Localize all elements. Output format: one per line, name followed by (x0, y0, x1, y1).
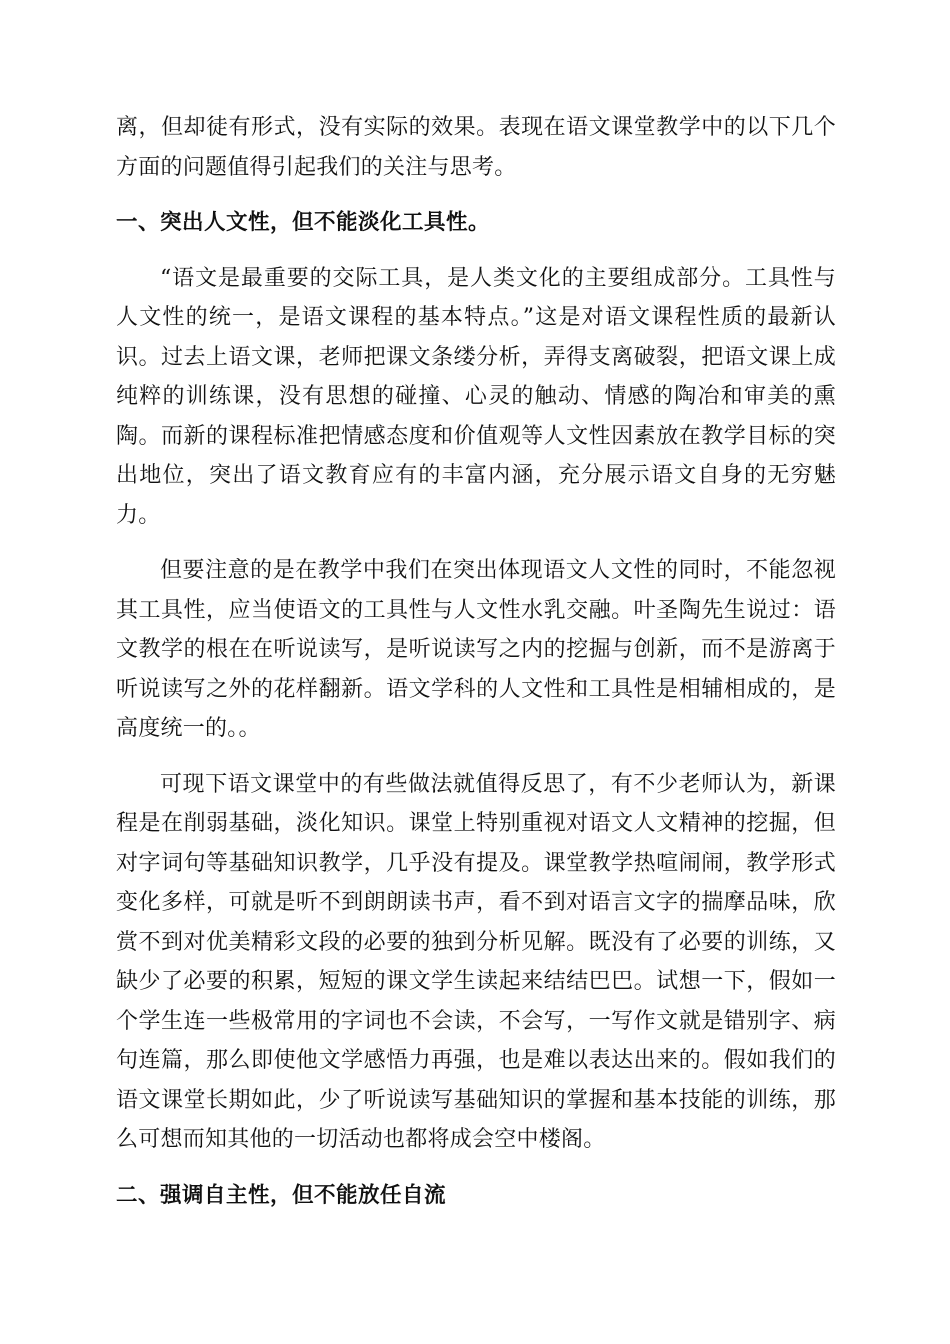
intro-paragraph: 离，但却徒有形式，没有实际的效果。表现在语文课堂教学中的以下几个方面的问题值得引起我们的关注与思考。 (116, 115, 836, 180)
section-heading-1: 一、突出人文性，但不能淡化工具性。 (116, 210, 491, 235)
body-paragraph-1: “语文是最重要的交际工具，是人类文化的主要组成部分。工具性与人文性的统一，是语文课程的基本特点。”这是对语文课程性质的最新认识。过去上语文课，老师把课文条缕分析，弄得支离破裂，把语文课上成纯粹的训练课，没有思想的碰撞、心灵的触动、情感的陶冶和审美的熏陶。而新的课程标准把情感态度和价值观等人文性因素放在教学目标的突出地位，突出了语文教育应有的丰富内涵，充分展示语文自身的无穷魅力。 (116, 265, 836, 528)
body-paragraph-2: 但要注意的是在教学中我们在突出体现语文人文性的同时，不能忽视其工具性，应当使语文的工具性与人文性水乳交融。叶圣陶先生说过：语文教学的根在在听说读写，是听说读写之内的挖掘与创新，而不是游离于听说读写之外的花样翻新。语文学科的人文性和工具性是相辅相成的，是高度统一的。。 (116, 558, 836, 741)
body-paragraph-3: 可现下语文课堂中的有些做法就值得反思了，有不少老师认为，新课程是在削弱基础，淡化知识。课堂上特别重视对语文人文精神的挖掘，但对字词句等基础知识教学，几乎没有提及。课堂教学热喧闹闹，教学形式变化多样，可就是听不到朗朗读书声，看不到对语言文字的揣摩品味，欣赏不到对优美精彩文段的必要的独到分析见解。既没有了必要的训练，又缺少了必要的积累，短短的课文学生读起来结结巴巴。试想一下，假如一个学生连一些极常用的字词也不会读，不会写，一写作文就是错别字、病句连篇，那么即使他文学感悟力再强，也是难以表达出来的。假如我们的语文课堂长期如此，少了听说读写基础知识的掌握和基本技能的训练，那么可想而知其他的一切活动也都将成会空中楼阁。 (116, 771, 836, 1152)
section-heading-2: 二、强调自主性，但不能放任自流 (116, 1182, 447, 1208)
document-page (116, 108, 836, 1231)
